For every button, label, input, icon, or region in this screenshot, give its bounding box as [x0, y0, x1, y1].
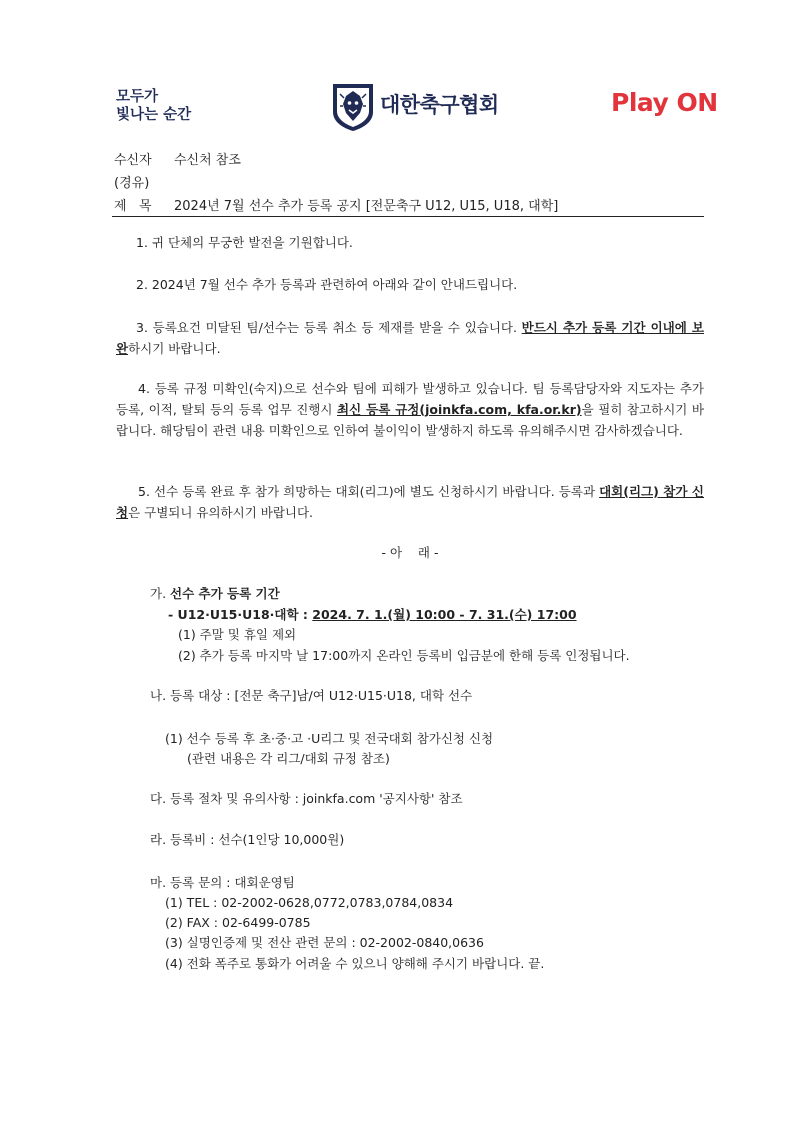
paragraph-5: [116, 481, 704, 523]
subject-label: 제 목: [114, 199, 152, 214]
recipient-value: 수신처 참조: [174, 153, 241, 168]
paragraph-4-emphasis: 최신 등록 규정(joinkfa.com, kfa.or.kr): [337, 402, 582, 417]
item-ga-sub2: (2) 추가 등록 마지막 날 17:00까지 온라인 등록비 입금분에 한해 등록 인정됩니다.: [178, 648, 630, 663]
item-ra: 라. 등록비 : 선수(1인당 10,000원): [150, 832, 345, 847]
paragraph-3: [116, 317, 704, 359]
paragraph-4: [116, 378, 704, 441]
item-ga-period-prefix: - U12·U15·U18·대학 :: [168, 607, 313, 622]
paragraph-5-text: 5. 선수 등록 완료 후 참가 희망하는 대회(리그)에 별도 신청하시기 바랍니다. 등록과: [138, 484, 600, 499]
below-title: - 아 래 -: [381, 545, 439, 560]
item-na-sub2: (관련 내용은 각 리그/대회 규정 참조): [187, 751, 390, 766]
paragraph-3-text: 3. 등록요건 미달된 팀/선수는 등록 취소 등 제재를 받을 수 있습니다.: [136, 320, 522, 335]
slogan: [116, 88, 191, 124]
item-ga-sub1: (1) 주말 및 휴일 제외: [178, 627, 297, 642]
item-ma-sub3: (3) 실명인증제 및 전산 관련 문의 : 02-2002-0840,0636: [165, 935, 484, 950]
paragraph-4-text: 4. 등록 규정 미확인(숙지)으로 선수와 팀에 피해가 발생하고 있습니다. 팀 등록담당자와 지도자는 추가 등록, 이적, 탈퇴 등의 등록 업무 진행시: [116, 381, 704, 417]
org-name: 대한축구협회: [380, 93, 499, 117]
paragraph-1: 1. 귀 단체의 무궁한 발전을 기원합니다.: [136, 235, 353, 250]
paragraph-3-tail: 하시기 바랍니다.: [128, 341, 221, 356]
subject-value: 2024년 7월 선수 추가 등록 공지 [전문축구 U12, U15, U18, 대학]: [174, 199, 559, 214]
kfa-emblem-icon: [330, 82, 376, 132]
item-ga-period-value: 2024. 7. 1.(월) 10:00 - 7. 31.(수) 17:00: [312, 607, 577, 622]
paragraph-5-tail: 은 구별되니 유의하시기 바랍니다.: [128, 505, 314, 520]
item-ma: 마. 등록 문의 : 대회운영팀: [150, 875, 295, 890]
recipient-label: 수신자: [114, 153, 152, 168]
item-da: 다. 등록 절차 및 유의사항 : joinkfa.com '공지사항' 참조: [150, 791, 463, 806]
paragraph-4-tail: 을 필히 참고하시기 바랍니다. 해당팀이 관련 내용 미확인으로 인하여 불이익이 발생하지 하도록 유의해주시면 감사하겠습니다.: [116, 402, 705, 438]
item-ma-sub1: (1) TEL : 02-2002-0628,0772,0783,0784,0834: [165, 895, 454, 910]
play-on-logo: Play ON: [611, 88, 718, 117]
item-ga-prefix: 가.: [150, 586, 171, 601]
item-ga-title: 선수 추가 등록 기간: [170, 586, 280, 601]
header-divider: [112, 216, 704, 217]
item-na-sub1: (1) 선수 등록 후 초·중·고 ·U리그 및 전국대회 참가신청 신청: [165, 731, 494, 746]
item-ma-sub2: (2) FAX : 02-6499-0785: [165, 915, 311, 930]
slogan-line2: 빛나는 순간: [116, 107, 192, 123]
item-ga-period: [168, 604, 577, 625]
slogan-line1: 모두가: [116, 89, 159, 105]
item-ma-sub4: (4) 전화 폭주로 통화가 어려울 수 있으니 양해해 주시기 바랍니다. 끝.: [165, 956, 545, 971]
via-label: (경유): [114, 176, 150, 191]
item-ga: [150, 583, 280, 604]
paragraph-2: 2. 2024년 7월 선수 추가 등록과 관련하여 아래와 같이 안내드립니다.: [136, 277, 518, 292]
paragraph-5-emphasis: 대회(리그) 참가 신청: [116, 484, 704, 520]
paragraph-3-emphasis: 반드시 추가 등록 기간 이내에 보완: [116, 320, 704, 356]
item-na: 나. 등록 대상 : [전문 축구]남/여 U12·U15·U18, 대학 선수: [150, 688, 473, 703]
